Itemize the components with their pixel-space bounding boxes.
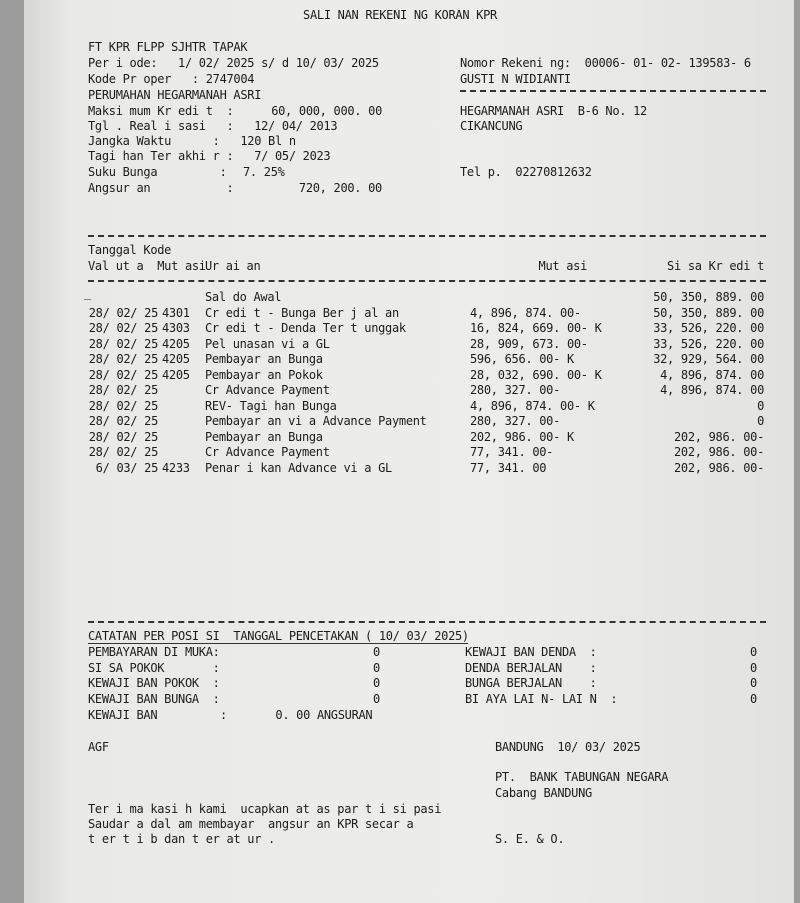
row-tanggal: 28/ 02/ 25	[88, 414, 158, 428]
col-uraian: Ur ai an	[205, 259, 261, 273]
catatan-value: 0	[750, 661, 757, 675]
tagihan-terakhir: Tagi han Ter akhi r : 7/ 05/ 2023	[88, 149, 331, 163]
row-sisa: 0	[757, 399, 764, 413]
thanks-line-2: Saudar a dal am membayar angsur an KPR secar a	[88, 817, 414, 831]
table-start-mark: _	[84, 286, 91, 300]
row-uraian: Pembayar an Bunga	[205, 352, 323, 366]
row-mutasi: 280, 327. 00-	[470, 414, 561, 428]
row-uraian: Pembayar an Pokok	[205, 368, 323, 382]
catatan-label: KEWAJI BAN DENDA :	[465, 645, 597, 659]
thanks-line-1: Ter i ma kasi h kami ucapkan at as par t i si pasi	[88, 802, 442, 816]
catatan-label: BUNGA BERJALAN :	[465, 676, 597, 690]
row-kode: 4301	[162, 306, 190, 320]
row-sisa: 202, 986. 00-	[673, 445, 764, 459]
customer-name: GUSTI N WIDIANTI	[460, 72, 571, 86]
catatan-title: CATATAN PER POSI SI TANGGAL PENCETAKAN ( 10/ 03/ 2025)	[88, 629, 469, 643]
row-sisa: 33, 526, 220. 00	[653, 337, 764, 351]
row-sisa: 32, 929, 564. 00	[653, 352, 764, 366]
row-kode: 4205	[162, 337, 190, 351]
address-divider	[460, 90, 766, 92]
row-sisa: 0	[757, 414, 764, 428]
catatan-value: 0	[373, 661, 380, 675]
maks-kredit-label: Maksi mum Kr edi t :	[88, 104, 234, 118]
catatan-value: 0	[750, 692, 757, 706]
row-tanggal: 28/ 02/ 25	[88, 306, 158, 320]
row-tanggal: 28/ 02/ 25	[88, 352, 158, 366]
footer-signoff: S. E. & O.	[495, 832, 565, 846]
row-uraian: Cr edi t - Denda Ter t unggak	[205, 321, 406, 335]
row-tanggal: 6/ 03/ 25	[95, 461, 158, 475]
suku-bunga-value: 7. 25%	[243, 165, 285, 179]
row-sisa: 202, 986. 00-	[673, 430, 764, 444]
table-header-divider	[88, 280, 766, 282]
row-uraian: Sal do Awal	[205, 290, 282, 304]
thanks-line-3: t er t i b dan t er at ur .	[88, 832, 275, 846]
footer-bank: PT. BANK TABUNGAN NEGARA	[495, 770, 669, 784]
row-tanggal: 28/ 02/ 25	[88, 337, 158, 351]
catatan-label: KEWAJI BAN POKOK :	[88, 676, 220, 690]
perumahan-name: PERUMAHAN HEGARMANAH ASRI	[88, 88, 262, 102]
row-mutasi: 4, 896, 874. 00-	[470, 306, 581, 320]
catatan-value: 0	[373, 692, 380, 706]
col-mutasi: Mut asi	[538, 259, 587, 273]
row-uraian: Pel unasan vi a GL	[205, 337, 330, 351]
kewajiban-value: : 0. 00 ANGSURAN	[220, 708, 373, 722]
tgl-realisasi: Tgl . Real i sasi : 12/ 04/ 2013	[88, 119, 338, 133]
maks-kredit-value: 60, 000, 000. 00	[271, 104, 382, 118]
col-sisa-kredit: Si sa Kr edi t	[667, 259, 764, 273]
row-tanggal: 28/ 02/ 25	[88, 445, 158, 459]
row-mutasi: 28, 909, 673. 00-	[470, 337, 588, 351]
catatan-label: KEWAJI BAN BUNGA :	[88, 692, 220, 706]
address-line-1: HEGARMANAH ASRI B-6 No. 12	[460, 104, 647, 118]
catatan-value: 0	[373, 645, 380, 659]
row-mutasi: 77, 341. 00-	[470, 445, 554, 459]
kode-proper: Kode Pr oper : 2747004	[88, 72, 255, 86]
row-sisa: 4, 896, 874. 00	[660, 383, 764, 397]
row-sisa: 50, 350, 889. 00	[653, 290, 764, 304]
row-mutasi: 596, 656. 00- K	[470, 352, 574, 366]
document-title: SALI NAN REKENI NG KORAN KPR	[303, 8, 497, 22]
row-uraian: Pembayar an Bunga	[205, 430, 323, 444]
row-kode: 4233	[162, 461, 190, 475]
catatan-label: BI AYA LAI N- LAI N :	[465, 692, 618, 706]
col-valuta-mutasi: Val ut a Mut asi	[88, 259, 206, 273]
row-tanggal: 28/ 02/ 25	[88, 430, 158, 444]
row-uraian: Cr Advance Payment	[205, 445, 330, 459]
row-mutasi: 4, 896, 874. 00- K	[470, 399, 595, 413]
catatan-label: PEMBAYARAN DI MUKA:	[88, 645, 220, 659]
row-uraian: Pembayar an vi a Advance Payment	[205, 414, 427, 428]
kewajiban-label: KEWAJI BAN	[88, 708, 158, 722]
suku-bunga-label: Suku Bunga :	[88, 165, 227, 179]
row-mutasi: 28, 032, 690. 00- K	[470, 368, 602, 382]
address-line-2: CIKANCUNG	[460, 119, 523, 133]
row-kode: 4205	[162, 352, 190, 366]
row-mutasi: 77, 341. 00	[470, 461, 547, 475]
row-mutasi: 280, 327. 00-	[470, 383, 561, 397]
catatan-label: DENDA BERJALAN :	[465, 661, 597, 675]
catatan-value: 0	[373, 676, 380, 690]
catatan-underline	[88, 643, 468, 644]
row-uraian: Penar i kan Advance vi a GL	[205, 461, 392, 475]
catatan-divider	[88, 621, 766, 623]
row-kode: 4205	[162, 368, 190, 382]
footer-cabang: Cabang BANDUNG	[495, 786, 592, 800]
row-tanggal: 28/ 02/ 25	[88, 399, 158, 413]
row-sisa: 33, 526, 220. 00	[653, 321, 764, 335]
row-mutasi: 202, 986. 00- K	[470, 430, 574, 444]
row-uraian: Cr Advance Payment	[205, 383, 330, 397]
row-sisa: 202, 986. 00-	[673, 461, 764, 475]
row-sisa: 4, 896, 874. 00	[660, 368, 764, 382]
telephone: Tel p. 02270812632	[460, 165, 592, 179]
footer-place-date: BANDUNG 10/ 03/ 2025	[495, 740, 641, 754]
table-top-divider	[88, 235, 766, 237]
col-tanggal-kode: Tanggal Kode	[88, 243, 172, 257]
catatan-value: 0	[750, 676, 757, 690]
catatan-label: SI SA POKOK :	[88, 661, 220, 675]
angsuran-label: Angsur an :	[88, 181, 234, 195]
angsuran-value: 720, 200. 00	[298, 181, 382, 195]
periode: Per i ode: 1/ 02/ 2025 s/ d 10/ 03/ 2025	[88, 56, 379, 70]
catatan-value: 0	[750, 645, 757, 659]
row-tanggal: 28/ 02/ 25	[88, 383, 158, 397]
row-uraian: Cr edi t - Bunga Ber j al an	[205, 306, 399, 320]
product-name: FT KPR FLPP SJHTR TAPAK	[88, 40, 248, 54]
row-kode: 4303	[162, 321, 190, 335]
jangka-waktu: Jangka Waktu : 120 Bl n	[88, 134, 296, 148]
row-uraian: REV- Tagi han Bunga	[205, 399, 337, 413]
row-sisa: 50, 350, 889. 00	[653, 306, 764, 320]
footer-code: AGF	[88, 740, 109, 754]
row-tanggal: 28/ 02/ 25	[88, 368, 158, 382]
row-tanggal: 28/ 02/ 25	[88, 321, 158, 335]
nomor-rekening: Nomor Rekeni ng: 00006- 01- 02- 139583- 6	[460, 56, 751, 70]
row-mutasi: 16, 824, 669. 00- K	[470, 321, 602, 335]
